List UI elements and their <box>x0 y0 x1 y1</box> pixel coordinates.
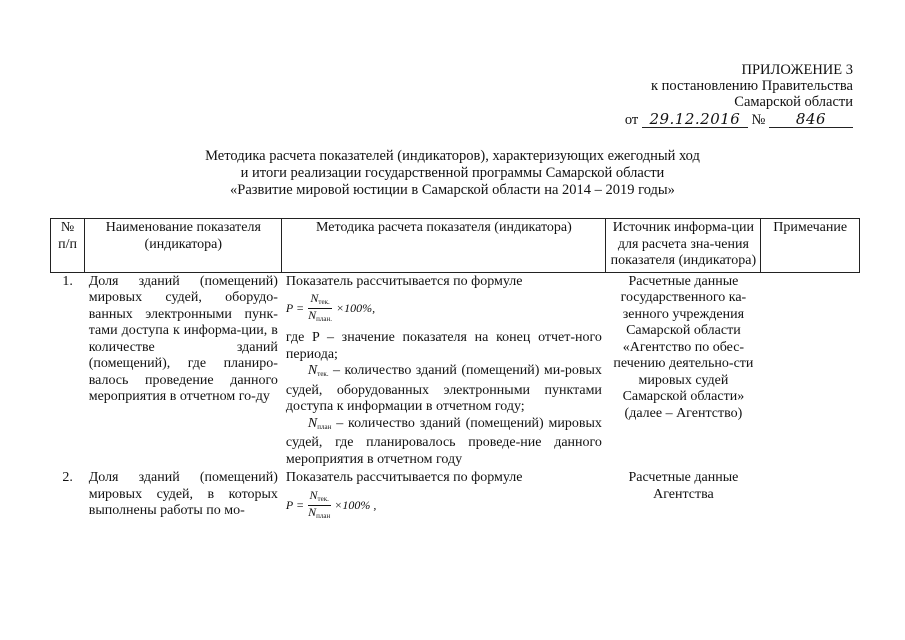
formula-rhs: ×100%, <box>336 301 376 316</box>
row-source: Расчетные данные Агентства <box>628 470 739 502</box>
indicators-table <box>50 218 860 528</box>
formula-denominator: $N_{план.}$ <box>308 308 332 323</box>
row-name: Доля зданий (помещений) мировых судей, в которых выполнены работы по мо- <box>88 470 278 518</box>
header-name: Наименование показателя (индикатора) <box>85 219 282 273</box>
row-name: Доля зданий (помещений) мировых судей, оборудо-ванных электронными пунк-тами доступа к информа-ции, в количестве зданий (помещений), где планиро-валось проведение данного мероприятия в отчетном го-ду <box>88 273 278 404</box>
appendix-decree-line: к постановлению Правительства <box>651 78 853 94</box>
method-intro: Показатель рассчитывается по формуле <box>285 470 523 485</box>
appendix-block <box>613 62 853 128</box>
document-title <box>120 148 785 199</box>
title-line-2: и итоги реализации государственной программы Самарской области <box>240 165 665 181</box>
table-row <box>51 469 860 528</box>
handwritten-number: 846 <box>769 111 853 128</box>
row-method <box>282 272 606 469</box>
method-intro: Показатель рассчитывается по формуле <box>285 273 523 289</box>
appendix-date-line <box>613 111 853 128</box>
definition-nplan: $N_{план}$ – количество зданий (помещений) мировых судей, где планировалось проведе-ние данного мероприятия в отчетном году <box>285 415 602 467</box>
formula <box>286 489 602 522</box>
formula-fraction <box>306 489 332 522</box>
appendix-region-line: Самарской области <box>734 94 853 110</box>
formula-denominator: $N_{план}$ <box>308 504 331 520</box>
formula-lhs: P = <box>285 497 305 512</box>
row-note <box>761 469 860 528</box>
appendix-title: ПРИЛОЖЕНИЕ 3 <box>741 62 853 78</box>
formula-numerator: $N_{тек.}$ <box>308 292 331 309</box>
handwritten-date: 29.12.2016 <box>642 111 748 128</box>
table-row <box>51 272 860 469</box>
header-source: Источник информа-ции для расчета зна-чения показателя (индикатора) <box>606 219 761 273</box>
formula-fraction <box>306 292 334 325</box>
header-method: Методика расчета показателя (индикатора) <box>282 219 606 273</box>
header-note: Примечание <box>761 219 860 273</box>
header-num: № п/п <box>51 219 85 273</box>
row-note <box>761 272 860 469</box>
table-header <box>51 219 860 273</box>
row-source: Расчетные данные государственного ка-зенного учреждения Самарской области «Агентство по обес-печению деятельно-сти мировых судей Самарской области» (далее – Агентство) <box>613 273 754 421</box>
title-line-1: Методика расчета показателей (индикаторов), характеризующих ежегодный ход <box>205 148 700 164</box>
formula-numerator: $N_{тек.}$ <box>308 489 331 506</box>
number-label: № <box>751 112 766 128</box>
title-line-3: «Развитие мировой юстиции в Самарской области на 2014 – 2019 годы» <box>230 182 675 198</box>
row-num: 1. <box>62 273 73 289</box>
definition-ntek: $N_{тек.}$ – количество зданий (помещений) ми-ровых судей, оборудованных электронными пунктами доступа к информации в отчетном году; <box>285 363 602 414</box>
row-num: 2. <box>62 470 73 485</box>
formula <box>286 292 602 325</box>
formula-lhs: P = <box>285 301 305 316</box>
row-method <box>282 469 606 528</box>
formula-rhs: ×100% , <box>334 497 377 512</box>
definition-p: где P – значение показателя на конец отчет-ного периода; <box>285 330 602 362</box>
date-prefix: от <box>624 112 639 128</box>
